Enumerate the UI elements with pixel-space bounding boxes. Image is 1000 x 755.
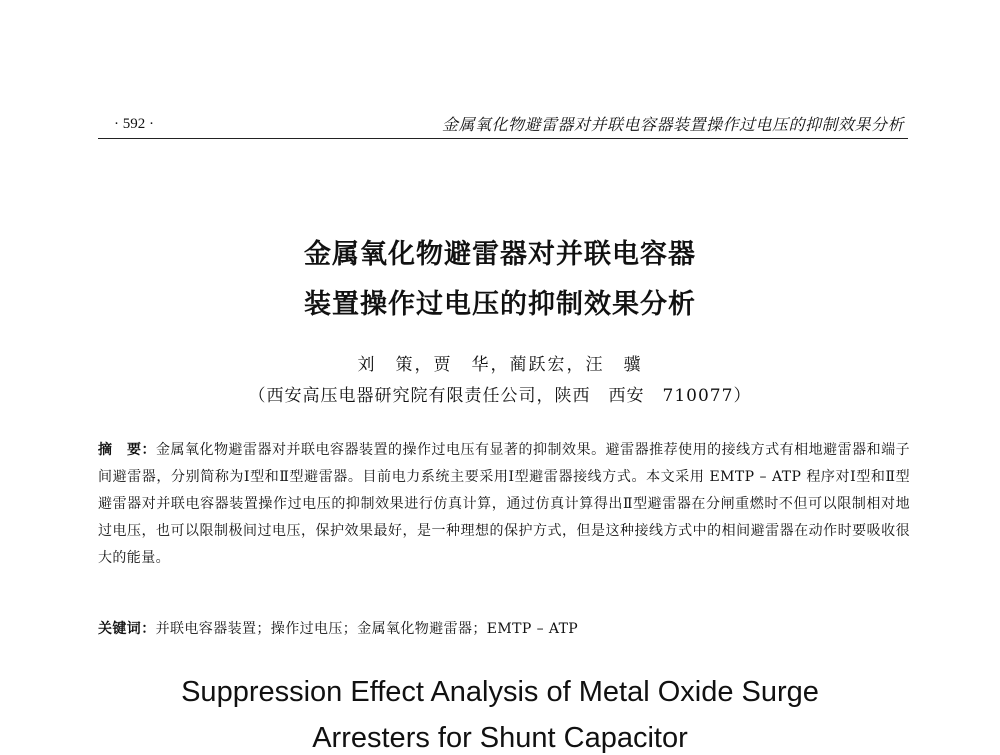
paper-title-line-1: 金属氧化物避雷器对并联电容器: [304, 239, 696, 270]
keywords: [98, 618, 910, 638]
page-header: [98, 108, 908, 139]
abstract-text: 金属氧化物避雷器对并联电容器装置的操作过电压有显著的抑制效果。避雷器推荐使用的接线方式有相地避雷器和端子间避雷器，分别简称为Ⅰ型和Ⅱ型避雷器。目前电力系统主要采用Ⅰ型避雷器接线方式。本文采用 EMTP – ATP 程序对Ⅰ型和Ⅱ型避雷器对并联电容器装置操作过电压的抑制效果进行仿真计算，通过仿真计算得出Ⅱ型避雷器在分闸重燃时不但可以限制相对地过电压，也可以限制极间过电压，保护效果最好，是一种理想的保护方式，但是这种接线方式中的相间避雷器在动作时要吸收很大的能量。: [98, 442, 910, 566]
english-title-line-2: Arresters for Shunt Capacitor: [312, 722, 688, 754]
affiliation: （西安高压电器研究院有限责任公司，陕西 西安 710077）: [248, 386, 752, 406]
authors: 刘 策，贾 华，蔺跃宏，汪 骥: [357, 355, 643, 375]
running-title: 金属氧化物避雷器对并联电容器装置操作过电压的抑制效果分析: [441, 115, 904, 134]
english-title-line-1: Suppression Effect Analysis of Metal Oxide Surge: [181, 676, 819, 708]
abstract: [98, 437, 910, 572]
keywords-text: 并联电容器装置；操作过电压；金属氧化物避雷器；EMTP – ATP: [155, 621, 579, 637]
paper-title-line-2: 装置操作过电压的抑制效果分析: [304, 289, 696, 320]
abstract-label: 摘 要：: [98, 442, 157, 458]
page-number: · 592 ·: [114, 116, 154, 132]
keywords-label: 关键词：: [98, 621, 156, 637]
